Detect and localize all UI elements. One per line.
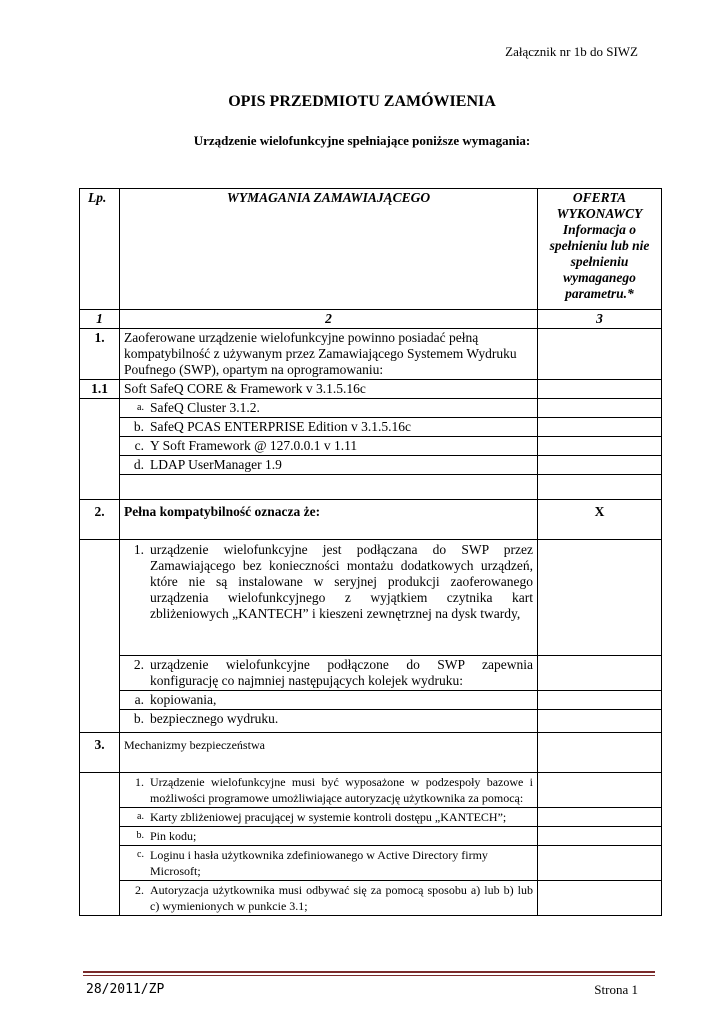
list-item (120, 399, 538, 418)
offer-cell[interactable] (538, 437, 662, 456)
list-marker: 2. (133, 657, 144, 672)
table-header-row (80, 189, 662, 310)
offer-cell[interactable] (538, 808, 662, 827)
offer-cell[interactable] (538, 773, 662, 808)
column-number-row (80, 310, 662, 329)
page-number: Strona 1 (594, 982, 638, 997)
list-marker: b. (133, 419, 144, 434)
header-offer: OFERTA WYKONAWCY Informacja o spełnieniu lub nie spełnieniu wymaganego parametru.* (538, 189, 662, 310)
offer-cell[interactable] (538, 418, 662, 437)
list-item (120, 846, 538, 881)
row-text: Zaoferowane urządzenie wielofunkcyjne powinno posiadać pełną kompatybilność z używanym przez Zamawiającego Systemem Wydruku Poufnego (SWP), opartym na oprogramowaniu: (120, 329, 538, 380)
list-marker: a. (137, 402, 144, 413)
offer-cell[interactable] (538, 475, 662, 500)
offer-cell[interactable] (538, 881, 662, 916)
table-row (80, 475, 662, 500)
row-text: Mechanizmy bezpieczeństwa (120, 733, 538, 773)
table-row (80, 456, 662, 475)
list-marker: b. (136, 830, 144, 841)
empty-cell (120, 475, 538, 500)
offer-cell[interactable] (538, 691, 662, 710)
header-lp: Lp. (80, 189, 120, 310)
table-row (80, 656, 662, 691)
offer-cell[interactable] (538, 399, 662, 418)
list-text: SafeQ PCAS ENTERPRISE Edition v 3.1.5.16c (150, 419, 412, 434)
row-number: 3. (80, 733, 120, 773)
table-row (80, 329, 662, 380)
list-marker: 2. (135, 883, 144, 897)
list-item (120, 710, 538, 733)
offer-cell[interactable] (538, 846, 662, 881)
offer-cell[interactable] (538, 733, 662, 773)
list-marker: 1. (133, 542, 144, 557)
document-title: OPIS PRZEDMIOTU ZAMÓWIENIA (228, 93, 496, 110)
list-marker: c. (134, 438, 144, 453)
document-subtitle: Urządzenie wielofunkcyjne spełniające poniższe wymagania: (193, 133, 531, 148)
table-row (80, 540, 662, 656)
offer-cell[interactable] (538, 456, 662, 475)
table-row (80, 808, 662, 827)
row-number: 1. (80, 329, 120, 380)
list-item (120, 540, 538, 656)
table-row (80, 773, 662, 808)
table-row (80, 437, 662, 456)
table-row (80, 881, 662, 916)
list-text: kopiowania, (150, 692, 217, 707)
list-item (120, 881, 538, 916)
row-text: Soft SafeQ CORE & Framework v 3.1.5.16c (120, 380, 538, 399)
list-marker: d. (133, 457, 144, 472)
column-number: 3 (538, 310, 662, 329)
table-row (80, 500, 662, 540)
list-text: Urządzenie wielofunkcyjne musi być wyposażone w podzespoły bazowe i możliwości programowe umożliwiające autoryzację użytkownika za pomocą: (150, 775, 533, 805)
list-item (120, 773, 538, 808)
list-text: Y Soft Framework @ 127.0.0.1 v 1.11 (150, 438, 358, 453)
table-row (80, 733, 662, 773)
offer-cell[interactable] (538, 540, 662, 656)
list-text: Karty zbliżeniowej pracującej w systemie kontroli dostępu „KANTECH”; (150, 810, 507, 824)
header-requirements: WYMAGANIA ZAMAWIAJĄCEGO (120, 189, 538, 310)
table-row (80, 399, 662, 418)
table-row (80, 418, 662, 437)
list-text: bezpiecznego wydruku. (150, 711, 279, 726)
offer-cell[interactable] (538, 710, 662, 733)
list-text: LDAP UserManager 1.9 (150, 457, 282, 472)
list-text: Autoryzacja użytkownika musi odbywać się za pomocą sposobu a) lub b) lub c) wymienionych w punkcie 3.1; (150, 883, 533, 913)
empty-lp-cell (80, 540, 120, 733)
list-item (120, 691, 538, 710)
list-item (120, 808, 538, 827)
list-marker: a. (137, 811, 144, 822)
list-text: urządzenie wielofunkcyjne jest podłączana do SWP przez Zamawiającego bez konieczności montażu dodatkowych urządzeń, które nie są instalowane w seryjnej produkcji zaoferowanego urządzenia wielofunkcyjnego z wyjątkiem czytnika kart zbliżeniowych „KANTECH” i kieszeni zewnętrznej na dysk twardy, (150, 542, 533, 621)
list-item (120, 437, 538, 456)
empty-lp-cell (80, 773, 120, 916)
list-marker: a. (134, 692, 144, 707)
list-item (120, 418, 538, 437)
row-number: 1.1 (80, 380, 120, 399)
table-row (80, 846, 662, 881)
row-text: Pełna kompatybilność oznacza że: (120, 500, 538, 540)
table-row (80, 380, 662, 399)
list-marker: b. (133, 711, 144, 726)
table-row (80, 710, 662, 733)
list-item (120, 827, 538, 846)
offer-cell[interactable] (538, 329, 662, 380)
list-item (120, 456, 538, 475)
column-number: 2 (120, 310, 538, 329)
list-text: urządzenie wielofunkcyjne podłączone do SWP zapewnia konfigurację co najmniej następujących kolejek wydruku: (150, 657, 533, 688)
list-text: SafeQ Cluster 3.1.2. (150, 400, 260, 415)
table-row (80, 827, 662, 846)
footer-divider (83, 971, 655, 973)
annex-label: Załącznik nr 1b do SIWZ (505, 44, 638, 59)
list-item (120, 656, 538, 691)
offer-cell[interactable] (538, 827, 662, 846)
offer-cell[interactable]: X (538, 500, 662, 540)
row-number: 2. (80, 500, 120, 540)
list-text: Loginu i hasła użytkownika zdefiniowanego w Active Directory firmy Microsoft; (150, 848, 488, 878)
offer-cell[interactable] (538, 380, 662, 399)
requirements-table (79, 188, 662, 916)
offer-cell[interactable] (538, 656, 662, 691)
table-row (80, 691, 662, 710)
empty-lp-cell (80, 399, 120, 500)
case-number: 28/2011/ZP (86, 982, 165, 997)
footer-divider (83, 975, 655, 976)
list-marker: c. (137, 849, 144, 860)
list-marker: 1. (135, 775, 144, 789)
column-number: 1 (80, 310, 120, 329)
list-text: Pin kodu; (150, 829, 197, 843)
